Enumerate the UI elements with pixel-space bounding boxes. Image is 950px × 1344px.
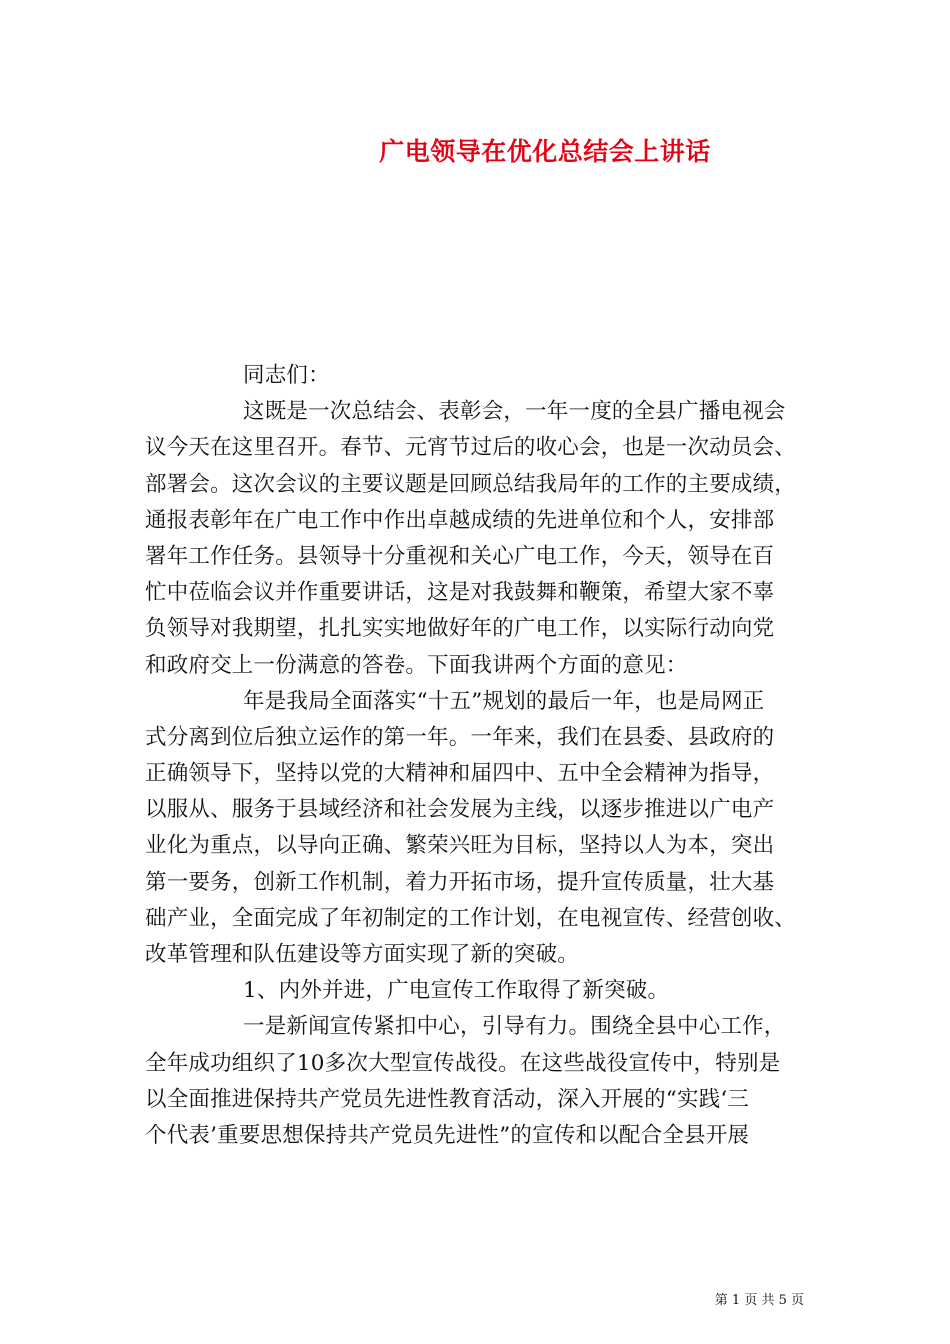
document-body xyxy=(145,358,817,1154)
body-line: 年是我局全面落实“十五”规划的最后一年，也是局网正 xyxy=(243,688,765,714)
body-line: 业化为重点，以导向正确、繁荣兴旺为目标，坚持以人为本，突出 xyxy=(145,833,775,859)
body-line: 全年成功组织了10多次大型宣传战役。在这些战役宣传中，特别是 xyxy=(145,1050,781,1076)
body-line: 和政府交上一份满意的答卷。下面我讲两个方面的意见： xyxy=(145,652,688,678)
body-line: 负领导对我期望，扎扎实实地做好年的广电工作，以实际行动向党 xyxy=(145,616,775,642)
section-heading: 1、内外并进，广电宣传工作取得了新突破。 xyxy=(243,978,670,1004)
body-line: 础产业，全面完成了年初制定的工作计划，在电视宣传、经营创收、 xyxy=(145,905,797,931)
document-title: 广电领导在优化总结会上讲话 xyxy=(379,137,711,166)
body-line: 忙中莅临会议并作重要讲话，这是对我鼓舞和鞭策，希望大家不辜 xyxy=(145,580,775,606)
body-line: 式分离到位后独立运作的第一年。一年来，我们在县委、县政府的 xyxy=(145,724,775,750)
body-line: 个代表’重要思想保持共产党员先进性”的宣传和以配合全县开展 xyxy=(145,1122,750,1148)
page-footer: 第 1 页 共 5 页 xyxy=(714,1293,804,1308)
body-line: 正确领导下，坚持以党的大精神和届四中、五中全会精神为指导， xyxy=(145,761,775,787)
body-line: 通报表彰年在广电工作中作出卓越成绩的先进单位和个人，安排部 xyxy=(145,507,775,533)
body-line: 部署会。这次会议的主要议题是回顾总结我局年的工作的主要成绩， xyxy=(145,471,797,497)
body-line: 一是新闻宣传紧扣中心，引导有力。围绕全县中心工作， xyxy=(243,1014,786,1040)
body-line: 以服从、服务于县域经济和社会发展为主线，以逐步推进以广电产 xyxy=(145,797,775,823)
body-line: 第一要务，创新工作机制，着力开拓市场，提升宣传质量，壮大基 xyxy=(145,869,775,895)
body-line: 改革管理和队伍建设等方面实现了新的突破。 xyxy=(145,942,580,967)
body-line: 署年工作任务。县领导十分重视和关心广电工作，今天，领导在百 xyxy=(145,543,775,569)
body-line: 以全面推进保持共产党员先进性教育活动，深入开展的“实践‘三 xyxy=(145,1086,750,1112)
body-line: 议今天在这里召开。春节、元宵节过后的收心会，也是一次动员会、 xyxy=(145,435,797,461)
body-line: 这既是一次总结会、表彰会，一年一度的全县广播电视会 xyxy=(243,399,786,425)
salutation: 同志们： xyxy=(243,363,330,388)
